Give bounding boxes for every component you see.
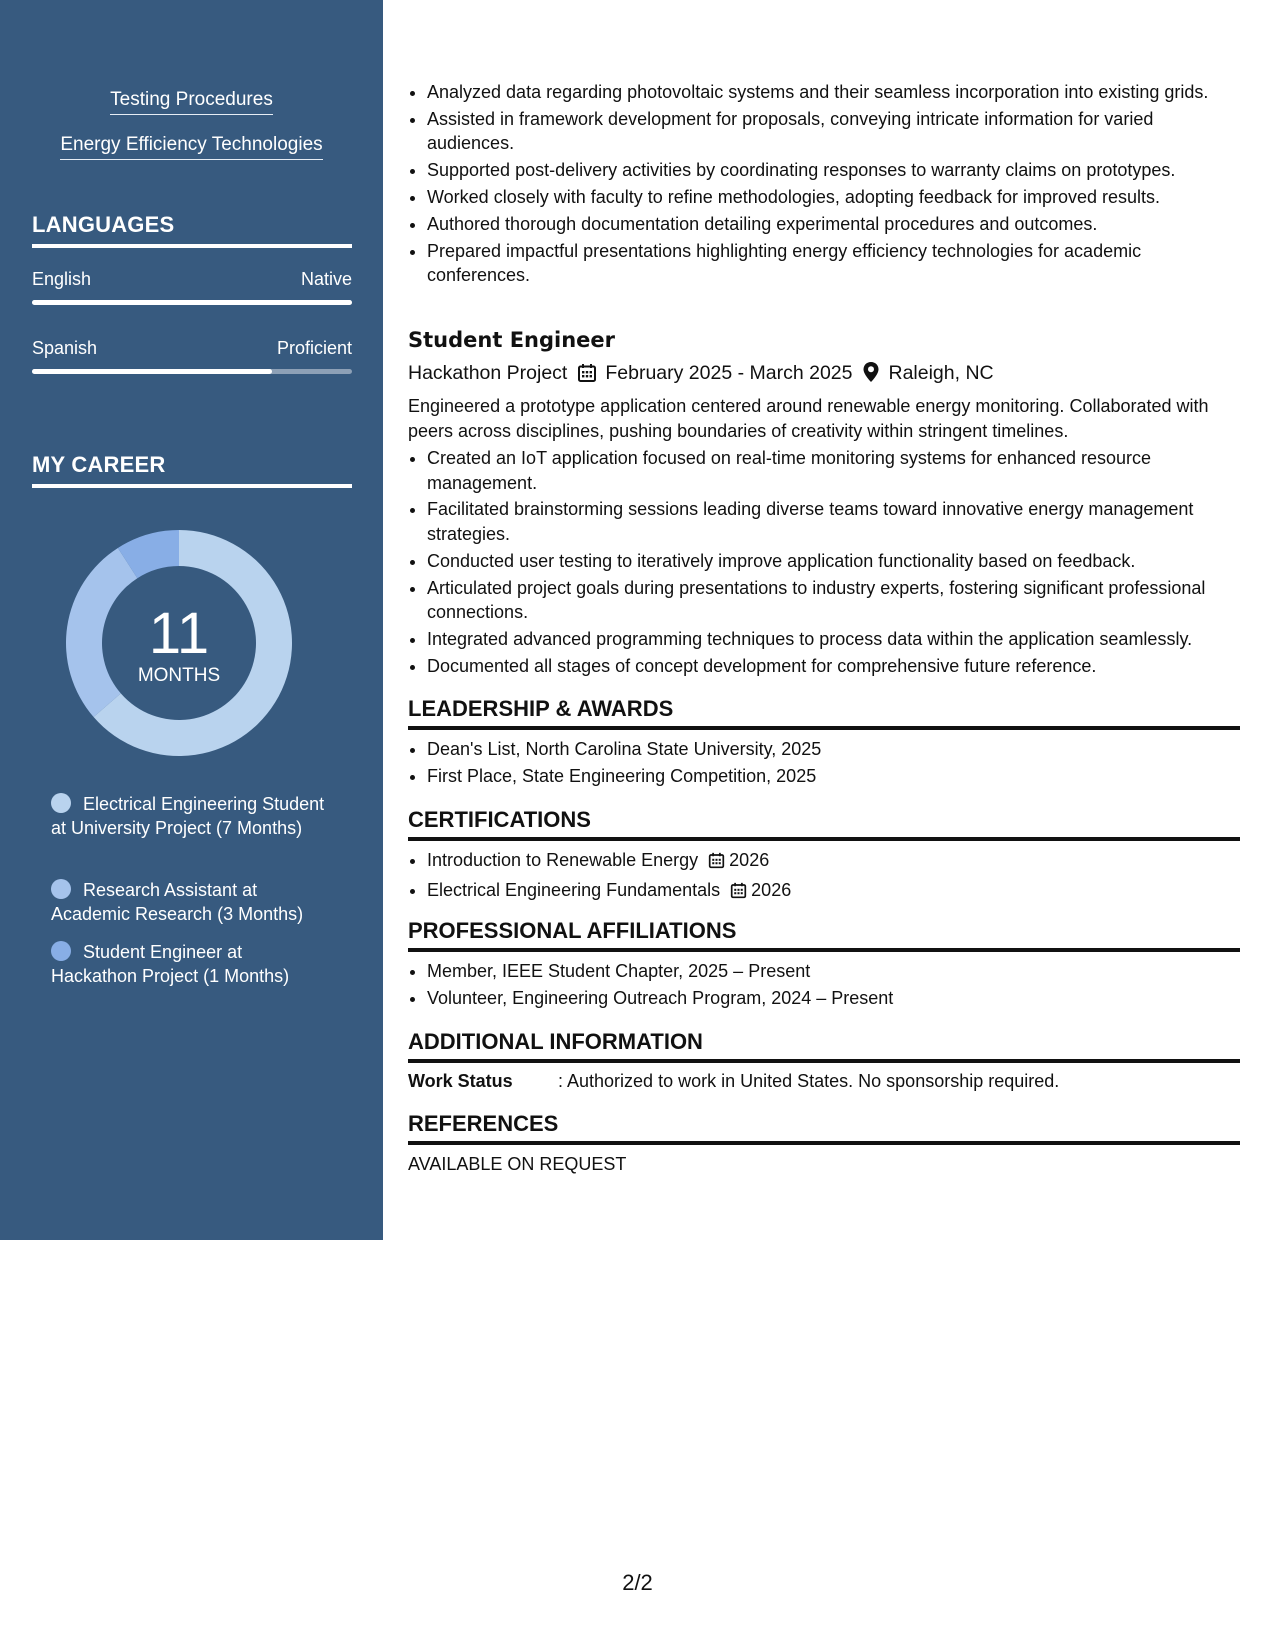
language-name: English xyxy=(32,269,92,289)
list-item: • Volunteer, Engineering Outreach Program, 2024 – Present xyxy=(427,986,1240,1011)
list-item: • Worked closely with faculty to refine methodologies, adopting feedback for improved results. xyxy=(427,185,1240,210)
map-pin-icon xyxy=(862,361,880,390)
language-level: Proficient xyxy=(276,338,352,358)
language-proficiency-bar xyxy=(32,300,352,305)
list-item: • Conducted user testing to iteratively improve application functionality based on feedback. xyxy=(427,549,1240,574)
job-summary: Engineered a prototype application centered around renewable energy monitoring. Collaborated with peers across disciplines, pushing boundaries of creativity within stringent timelines. xyxy=(408,396,1209,441)
job-title: Student Engineer xyxy=(408,328,616,352)
calendar-icon xyxy=(577,363,597,390)
list-item: • Documented all stages of concept development for comprehensive future reference. xyxy=(427,654,1240,679)
list-item: • Authored thorough documentation detailing experimental procedures and outcomes. xyxy=(427,212,1240,237)
sidebar xyxy=(0,0,383,1240)
skill-item[interactable]: Energy Efficiency Technologies xyxy=(0,133,383,160)
language-name: Spanish xyxy=(32,338,98,358)
list-item: • Member, IEEE Student Chapter, 2025 – Present xyxy=(427,959,1240,984)
list-item: • Facilitated brainstorming sessions leading diverse teams toward innovative energy management strategies. xyxy=(427,497,1240,546)
job-bullets xyxy=(408,446,1240,681)
leadership-heading: LEADERSHIP & AWARDS xyxy=(408,696,1240,730)
affiliations-heading: PROFESSIONAL AFFILIATIONS xyxy=(408,918,1240,952)
affiliations-list xyxy=(408,959,1240,1013)
list-item: • Integrated advanced programming techniques to process data within the application seamlessly. xyxy=(427,627,1240,652)
references-heading: REFERENCES xyxy=(408,1111,1240,1145)
legend-dot xyxy=(51,941,71,961)
job-location: Raleigh, NC xyxy=(888,362,994,384)
calendar-icon xyxy=(730,881,747,906)
languages-heading: LANGUAGES xyxy=(32,212,352,248)
list-item: • Created an IoT application focused on real-time monitoring systems for enhanced resource management. xyxy=(427,446,1240,495)
job-meta xyxy=(408,360,994,390)
work-status-value: : Authorized to work in United States. No sponsorship required. xyxy=(558,1071,1060,1091)
career-heading: MY CAREER xyxy=(32,452,352,488)
career-donut-label xyxy=(66,530,292,756)
job-dates: February 2025 - March 2025 xyxy=(605,362,853,384)
list-item: • First Place, State Engineering Competition, 2025 xyxy=(427,764,1240,789)
language-level: Native xyxy=(300,269,352,289)
work-status-row xyxy=(408,1071,1240,1092)
list-item: • Assisted in framework development for proposals, conveying intricate information for varied audiences. xyxy=(427,107,1240,156)
list-item: • Prepared impactful presentations highlighting energy efficiency technologies for academic conferences. xyxy=(427,239,1240,288)
calendar-icon xyxy=(708,851,725,876)
career-legend-item: Student Engineer at Hackathon Project (1 Months) xyxy=(51,942,290,986)
list-item: • Supported post-delivery activities by coordinating responses to warranty claims on prototypes. xyxy=(427,158,1240,183)
previous-job-bullets xyxy=(408,80,1240,290)
list-item: • Articulated project goals during presentations to industry experts, fostering significant professional connections. xyxy=(427,576,1240,625)
list-item: • Electrical Engineering Fundamentals 2026 xyxy=(427,878,1240,906)
legend-dot xyxy=(51,793,71,813)
page-number: 2/2 xyxy=(622,1570,653,1595)
legend-dot xyxy=(51,879,71,899)
list-item: • Dean's List, North Carolina State University, 2025 xyxy=(427,737,1240,762)
language-proficiency-fill xyxy=(32,300,352,305)
career-total-unit: MONTHS xyxy=(137,665,221,686)
references-text: AVAILABLE ON REQUEST xyxy=(408,1154,627,1174)
additional-info-heading: ADDITIONAL INFORMATION xyxy=(408,1029,1240,1063)
language-proficiency-bar xyxy=(32,369,352,374)
certifications-heading: CERTIFICATIONS xyxy=(408,807,1240,841)
list-item: • Introduction to Renewable Energy 2026 xyxy=(427,848,1240,876)
list-item: • Analyzed data regarding photovoltaic systems and their seamless incorporation into existing grids. xyxy=(427,80,1240,105)
leadership-list xyxy=(408,737,1240,791)
skill-item[interactable]: Testing Procedures xyxy=(0,88,383,115)
job-company: Hackathon Project xyxy=(408,362,568,384)
certifications-list xyxy=(408,848,1240,908)
career-legend-item: Research Assistant at Academic Research (3 Months) xyxy=(51,880,304,924)
language-proficiency-fill xyxy=(32,369,272,374)
career-total-value: 11 xyxy=(148,601,210,666)
career-legend-item: Electrical Engineering Student at University Project (7 Months) xyxy=(51,794,325,838)
work-status-label: Work Status xyxy=(408,1071,513,1091)
